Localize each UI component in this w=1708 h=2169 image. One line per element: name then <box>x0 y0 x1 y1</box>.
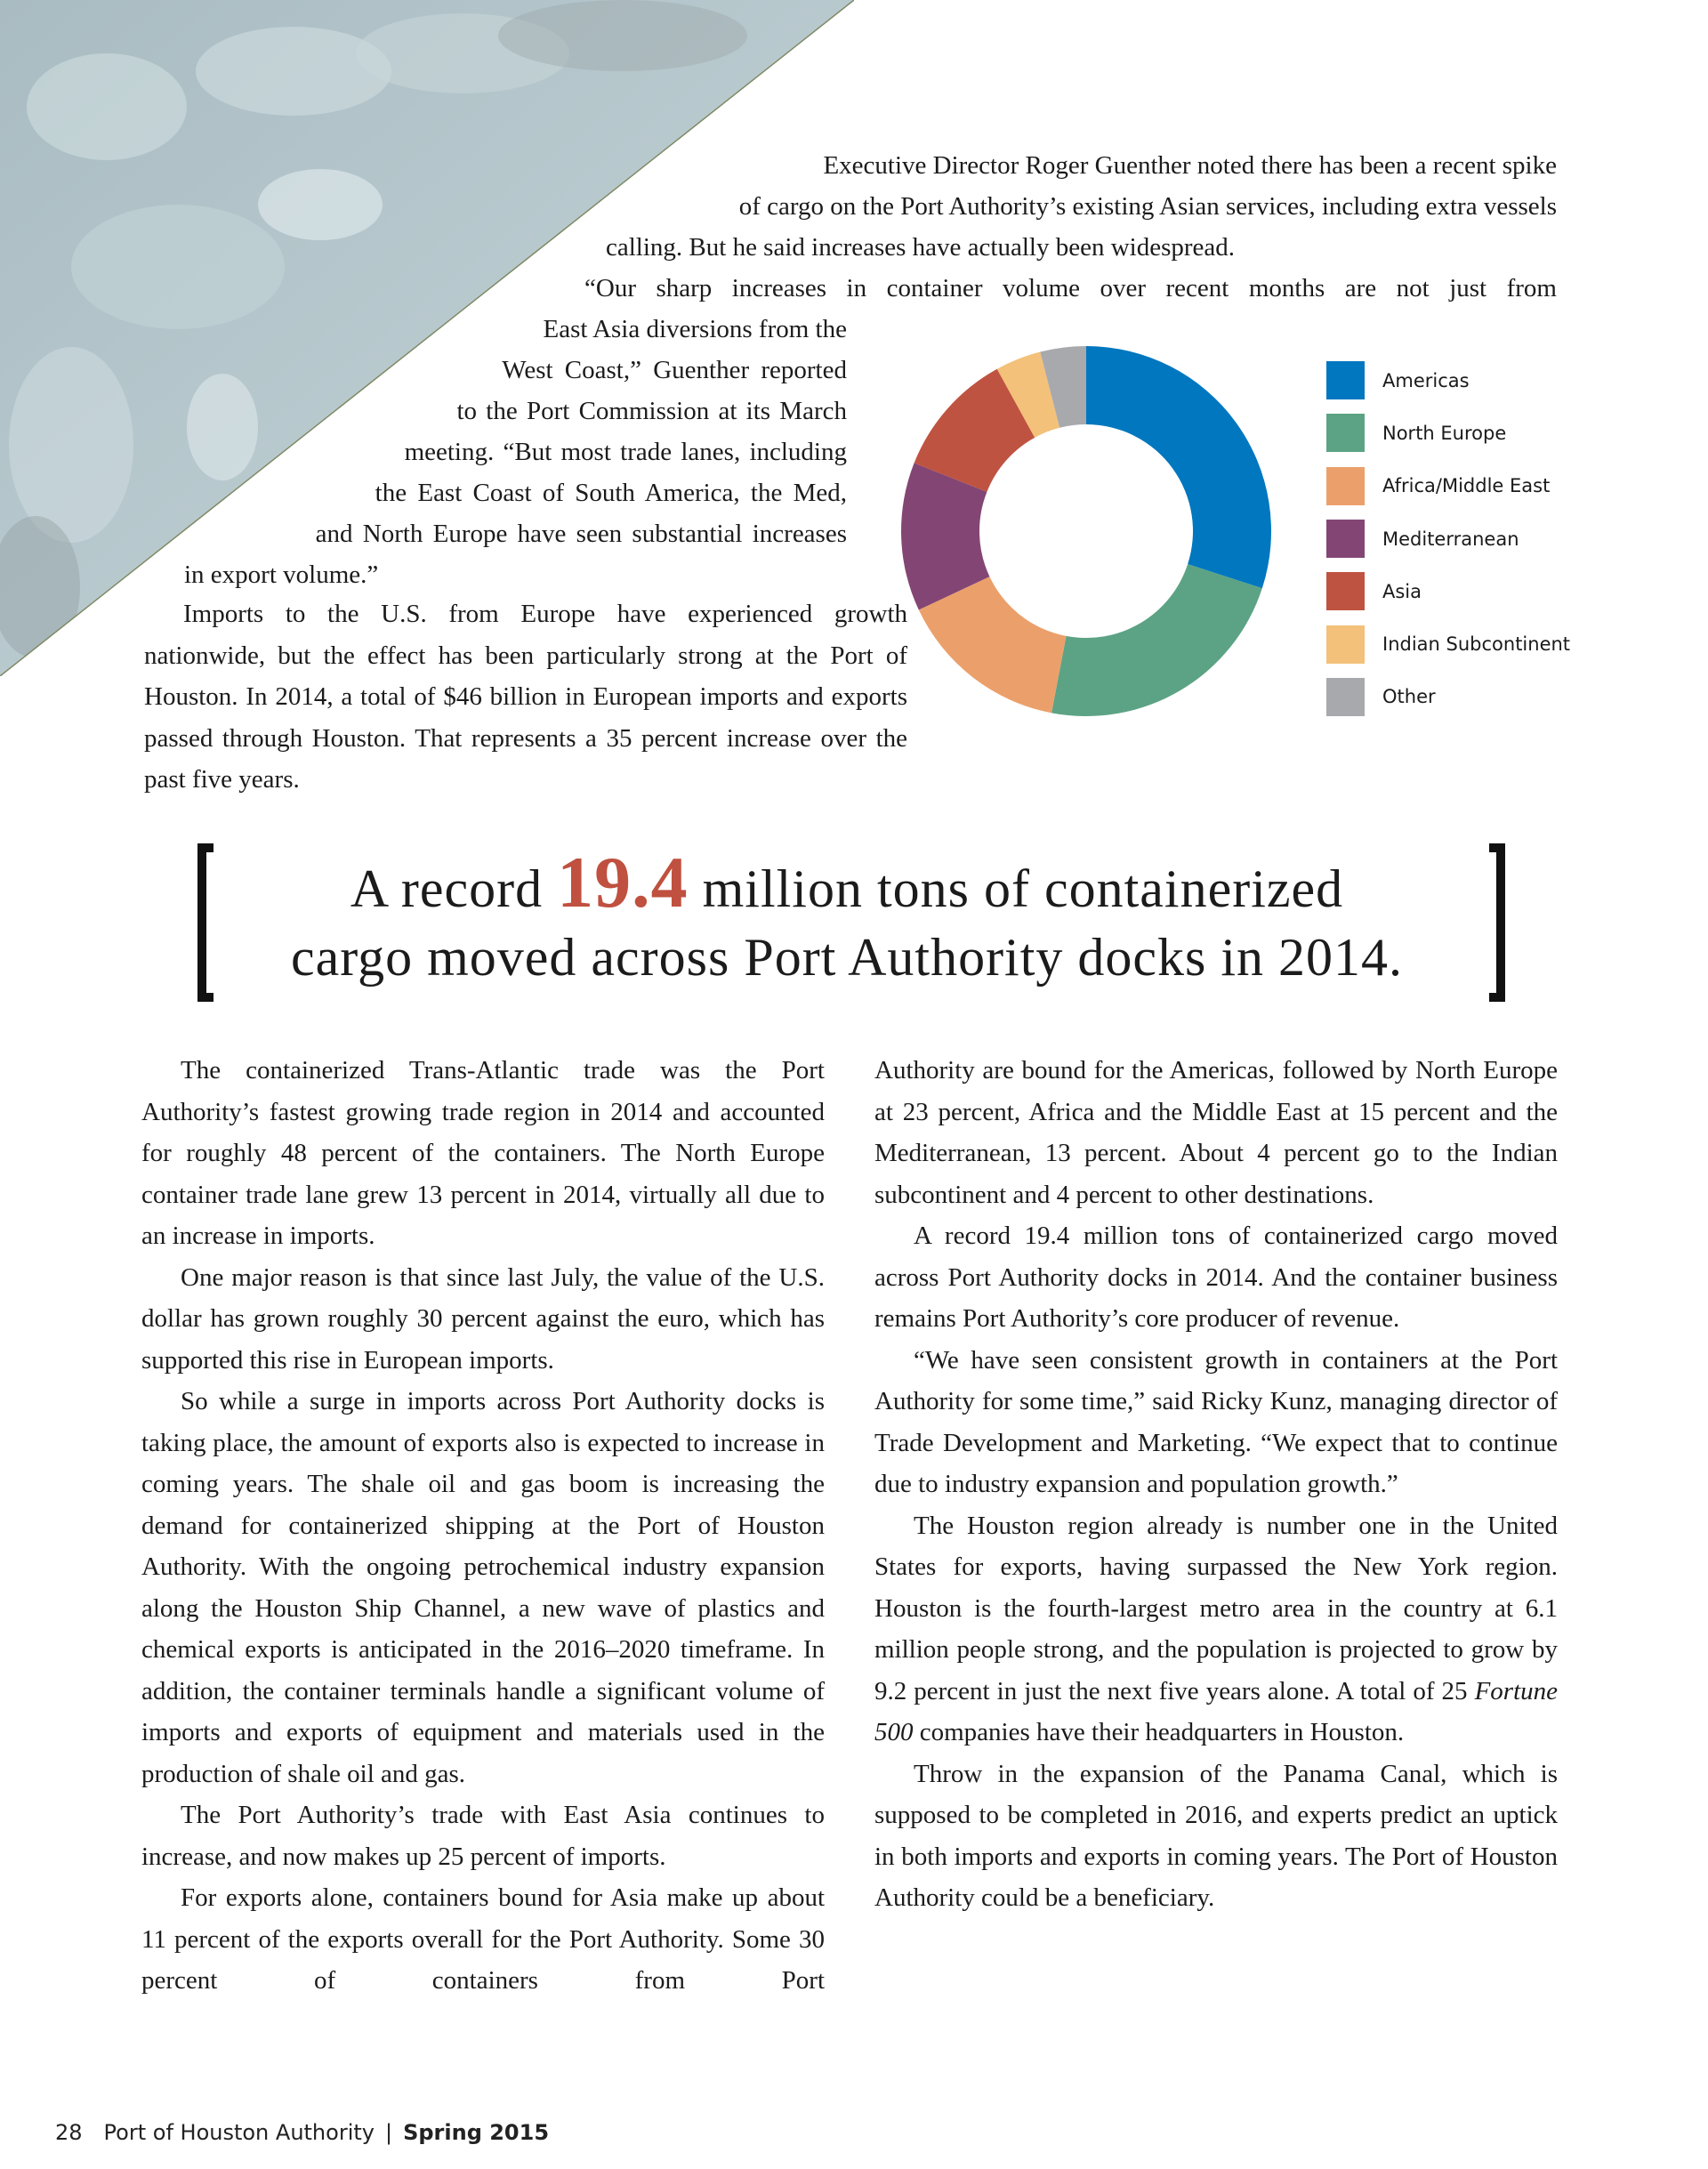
imports-paragraph: Imports to the U.S. from Europe have experienced growth nationwide, but the effect has been particularly strong at the Port of Houston. In 2014, a total of $46 billion in European imports and exports passed through Houston. That represents a 35 percent increase over the past five years. <box>144 600 907 794</box>
issue-date: Spring 2015 <box>403 2120 550 2145</box>
paragraph: Throw in the expansion of the Panama Canal, which is supposed to be completed in 2016, and experts predict an uptick in both imports and exports in coming years. The Port of Houston Authority could be a beneficiary. <box>874 1759 1558 1912</box>
legend-item-indian-subcontinent <box>1326 617 1570 670</box>
legend-label: Indian Subcontinent <box>1382 633 1571 656</box>
paragraph <box>874 1505 1558 1754</box>
page-footer <box>55 2120 549 2145</box>
pull-quote-text: million tons of containerized <box>688 859 1344 918</box>
legend-label: Africa/Middle East <box>1382 475 1551 497</box>
legend-item-africa-middle-east <box>1326 460 1570 512</box>
legend-label: Asia <box>1382 580 1422 602</box>
paragraph: The containerized Trans-Atlantic trade was the Port Authority’s fastest growing trade region in 2014 and accounted for roughly 48 percent of the containers. The North Europe container trade lane grew 13 percent in 2014, virtually all due to an increase in imports. <box>141 1056 825 1250</box>
legend-swatch <box>1326 572 1365 610</box>
paragraph: The Port Authority’s trade with East Asia continues to increase, and now makes up 25 percent of imports. <box>141 1801 825 1871</box>
right-column <box>874 1050 1558 1919</box>
donut-chart <box>894 339 1278 723</box>
legend-item-other <box>1326 671 1570 723</box>
donut-slice-americas <box>1086 346 1271 588</box>
intro-line: Executive Director Roger Guenther noted there has been a recent spike <box>823 151 1557 180</box>
paragraph-text: The Houston region already is number one in the United States for exports, having surpassed the New York region. Houston is the fourth-largest metro area in the country at 6.1 million people strong, and the population is projected to grow by 9.2 percent in just the next five years alone. A total of 25 <box>874 1511 1558 1705</box>
pull-quote <box>189 843 1505 1004</box>
footer-separator: | <box>384 2120 393 2145</box>
page-number: 28 <box>55 2120 83 2145</box>
publication-name: Port of Houston Authority <box>103 2120 375 2145</box>
intro-line: calling. But he said increases have actually been widespread. <box>606 233 1236 262</box>
donut-slice-north-europe <box>1051 564 1262 716</box>
pull-quote-number: 19.4 <box>557 842 689 923</box>
legend-label: North Europe <box>1382 422 1507 444</box>
pull-quote-text: A record <box>350 859 558 918</box>
legend-swatch <box>1326 361 1365 399</box>
paragraph: A record 19.4 million tons of containerized cargo moved across Port Authority docks in 2014. And the container business remains Port Authority’s core producer of revenue. <box>874 1222 1558 1333</box>
paragraph: For exports alone, containers bound for Asia make up about 11 percent of the exports overall for the Port Authority. Some 30 percent of containers from Port <box>141 1883 825 1995</box>
legend-swatch <box>1326 467 1365 505</box>
legend-label: Americas <box>1382 369 1470 391</box>
paragraph-text: companies have their headquarters in Houston. <box>913 1718 1405 1746</box>
quote-line: and North Europe have seen substantial increases <box>315 520 847 548</box>
quote-line: East Asia diversions from the <box>543 315 847 343</box>
legend-swatch <box>1326 520 1365 558</box>
fortune-500-italic: Fortune 500 <box>874 1676 1558 1746</box>
legend-label: Other <box>1382 686 1436 708</box>
legend-swatch <box>1326 678 1365 716</box>
paragraph: One major reason is that since last July, the value of the U.S. dollar has grown roughly 30 percent against the euro, which has supported this rise in European imports. <box>141 1262 825 1375</box>
paragraph: Authority are bound for the Americas, followed by North Europe at 23 percent, Africa and the Middle East at 15 percent and the Mediterranean, 13 percent. About 4 percent go to the Indian subcontinent and 4 percent to other destinations. <box>874 1056 1558 1209</box>
legend-swatch <box>1326 414 1365 452</box>
left-bracket-icon <box>197 843 214 1002</box>
legend-swatch <box>1326 625 1365 664</box>
legend-item-mediterranean <box>1326 512 1570 565</box>
quote-line: meeting. “But most trade lanes, including <box>404 438 847 466</box>
pull-quote-line-1 <box>224 842 1470 923</box>
quote-line: West Coast,” Guenther reported <box>502 356 847 384</box>
paragraph: “We have seen consistent growth in containers at the Port Authority for some time,” said Ricky Kunz, managing director of Trade Development and Marketing. “We expect that to continue due to industry expansion and population growth.” <box>874 1345 1558 1498</box>
quote-line: the East Coast of South America, the Med, <box>375 479 847 507</box>
intro-line: “Our sharp increases in container volume over recent months are not just from <box>584 274 1557 302</box>
legend-label: Mediterranean <box>1382 528 1519 550</box>
quote-line: in export volume.” <box>184 560 379 589</box>
paragraph: So while a surge in imports across Port Authority docks is taking place, the amount of exports also is expected to increase in coming years. The shale oil and gas boom is increasing the demand for containerized shipping at the Port of Houston Authority. With the ongoing petrochemical industry expansion along the Houston Ship Channel, a new wave of plastics and chemical exports is anticipated in the 2016–2020 timeframe. In addition, the container terminals handle a significant volume of imports and exports of equipment and materials used in the production of shale oil and gas. <box>141 1387 825 1788</box>
right-bracket-icon <box>1489 843 1505 1002</box>
pull-quote-line-2: cargo moved across Port Authority docks in 2014. <box>290 928 1404 987</box>
quote-line: to the Port Commission at its March <box>456 397 847 425</box>
legend-item-north-europe <box>1326 407 1570 459</box>
legend-item-asia <box>1326 565 1570 617</box>
chart-legend <box>1326 354 1570 723</box>
legend-item-americas <box>1326 354 1570 407</box>
left-column <box>141 1050 825 2002</box>
intro-line: of cargo on the Port Authority’s existing Asian services, including extra vessels <box>738 192 1557 221</box>
